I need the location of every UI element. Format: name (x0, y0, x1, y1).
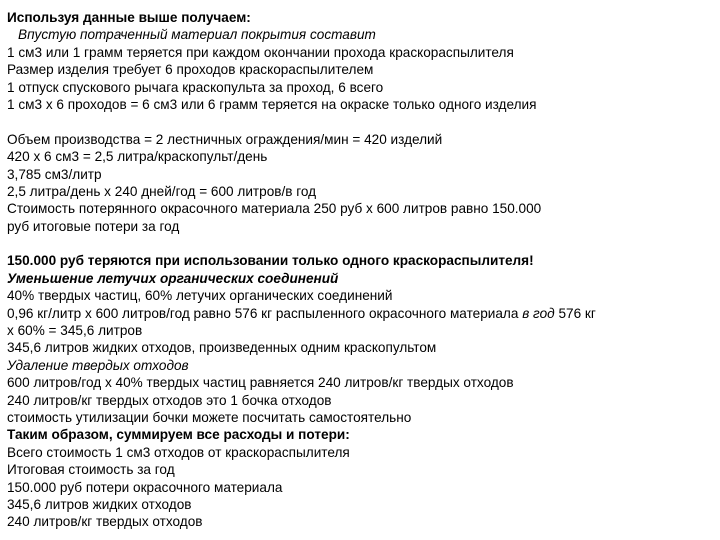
voc-heading: Уменьшение летучих органических соединений (7, 270, 339, 286)
text-line: Объем производства = 2 лестничных ограждения/мин = 420 изделий (7, 131, 443, 147)
text-line: х 60% = 345,6 литров (7, 323, 143, 339)
summary-heading: Таким образом, суммируем все расходы и потери: (7, 427, 350, 443)
text-line: Всего стоимость 1 см3 отходов от краскораспылителя (7, 444, 350, 460)
intro-heading: Используя данные выше получаем: (7, 10, 251, 25)
text-line: стоимость утилизации бочки можете посчитать самостоятельно (7, 409, 412, 425)
loss-highlight: 150.000 руб теряются при использовании только одного краскораспылителя! (7, 253, 534, 269)
text-line: 240 литров/кг твердых отходов это 1 бочка отходов (7, 392, 332, 408)
text-line: 2,5 литра/день х 240 дней/год = 600 литров/в год (7, 183, 317, 199)
text-line: 1 отпуск спускового рычага краскопульта за проход, 6 всего (7, 79, 384, 95)
text-line: 345,6 литров жидких отходов (7, 496, 192, 512)
blank-line (7, 113, 720, 130)
text-line: 345,6 литров жидких отходов, произведенных одним краскопультом (7, 340, 437, 356)
text-line: 150.000 руб потери окрасочного материала (7, 479, 283, 495)
text-line: 1 см3 или 1 грамм теряется при каждом окончании прохода краскораспылителя (7, 44, 514, 60)
waste-subheading: Впустую потраченный материал покрытия составит (18, 27, 376, 43)
text-line: 40% твердых частиц, 60% летучих органических соединений (7, 288, 393, 304)
text-line: 1 см3 х 6 проходов = 6 см3 или 6 грамм теряется на окраске только одного изделия (7, 96, 537, 112)
italic-span: в год (522, 305, 555, 321)
text-line: руб итоговые потери за год (7, 218, 180, 234)
text-line (7, 305, 720, 322)
text-line: 600 литров/год х 40% твердых частиц равняется 240 литров/кг твердых отходов (7, 375, 514, 391)
solid-waste-heading: Удаление твердых отходов (7, 357, 189, 373)
text-line: 420 х 6 см3 = 2,5 литра/краскопульт/день (7, 149, 268, 165)
text-line: Итоговая стоимость за год (7, 462, 175, 478)
text-line: Стоимость потерянного окрасочного материала 250 руб х 600 литров равно 150.000 (7, 201, 542, 217)
text-span: 576 кг (554, 305, 596, 321)
text-span: 0,96 кг/литр х 600 литров/год равно 576 кг распыленного окрасочного материала (7, 305, 523, 321)
text-line: Размер изделия требует 6 проходов краскораспылителем (7, 62, 374, 78)
blank-line (7, 235, 720, 252)
text-line: 3,785 см3/литр (7, 166, 102, 182)
text-line: 240 литров/кг твердых отходов (7, 514, 203, 530)
